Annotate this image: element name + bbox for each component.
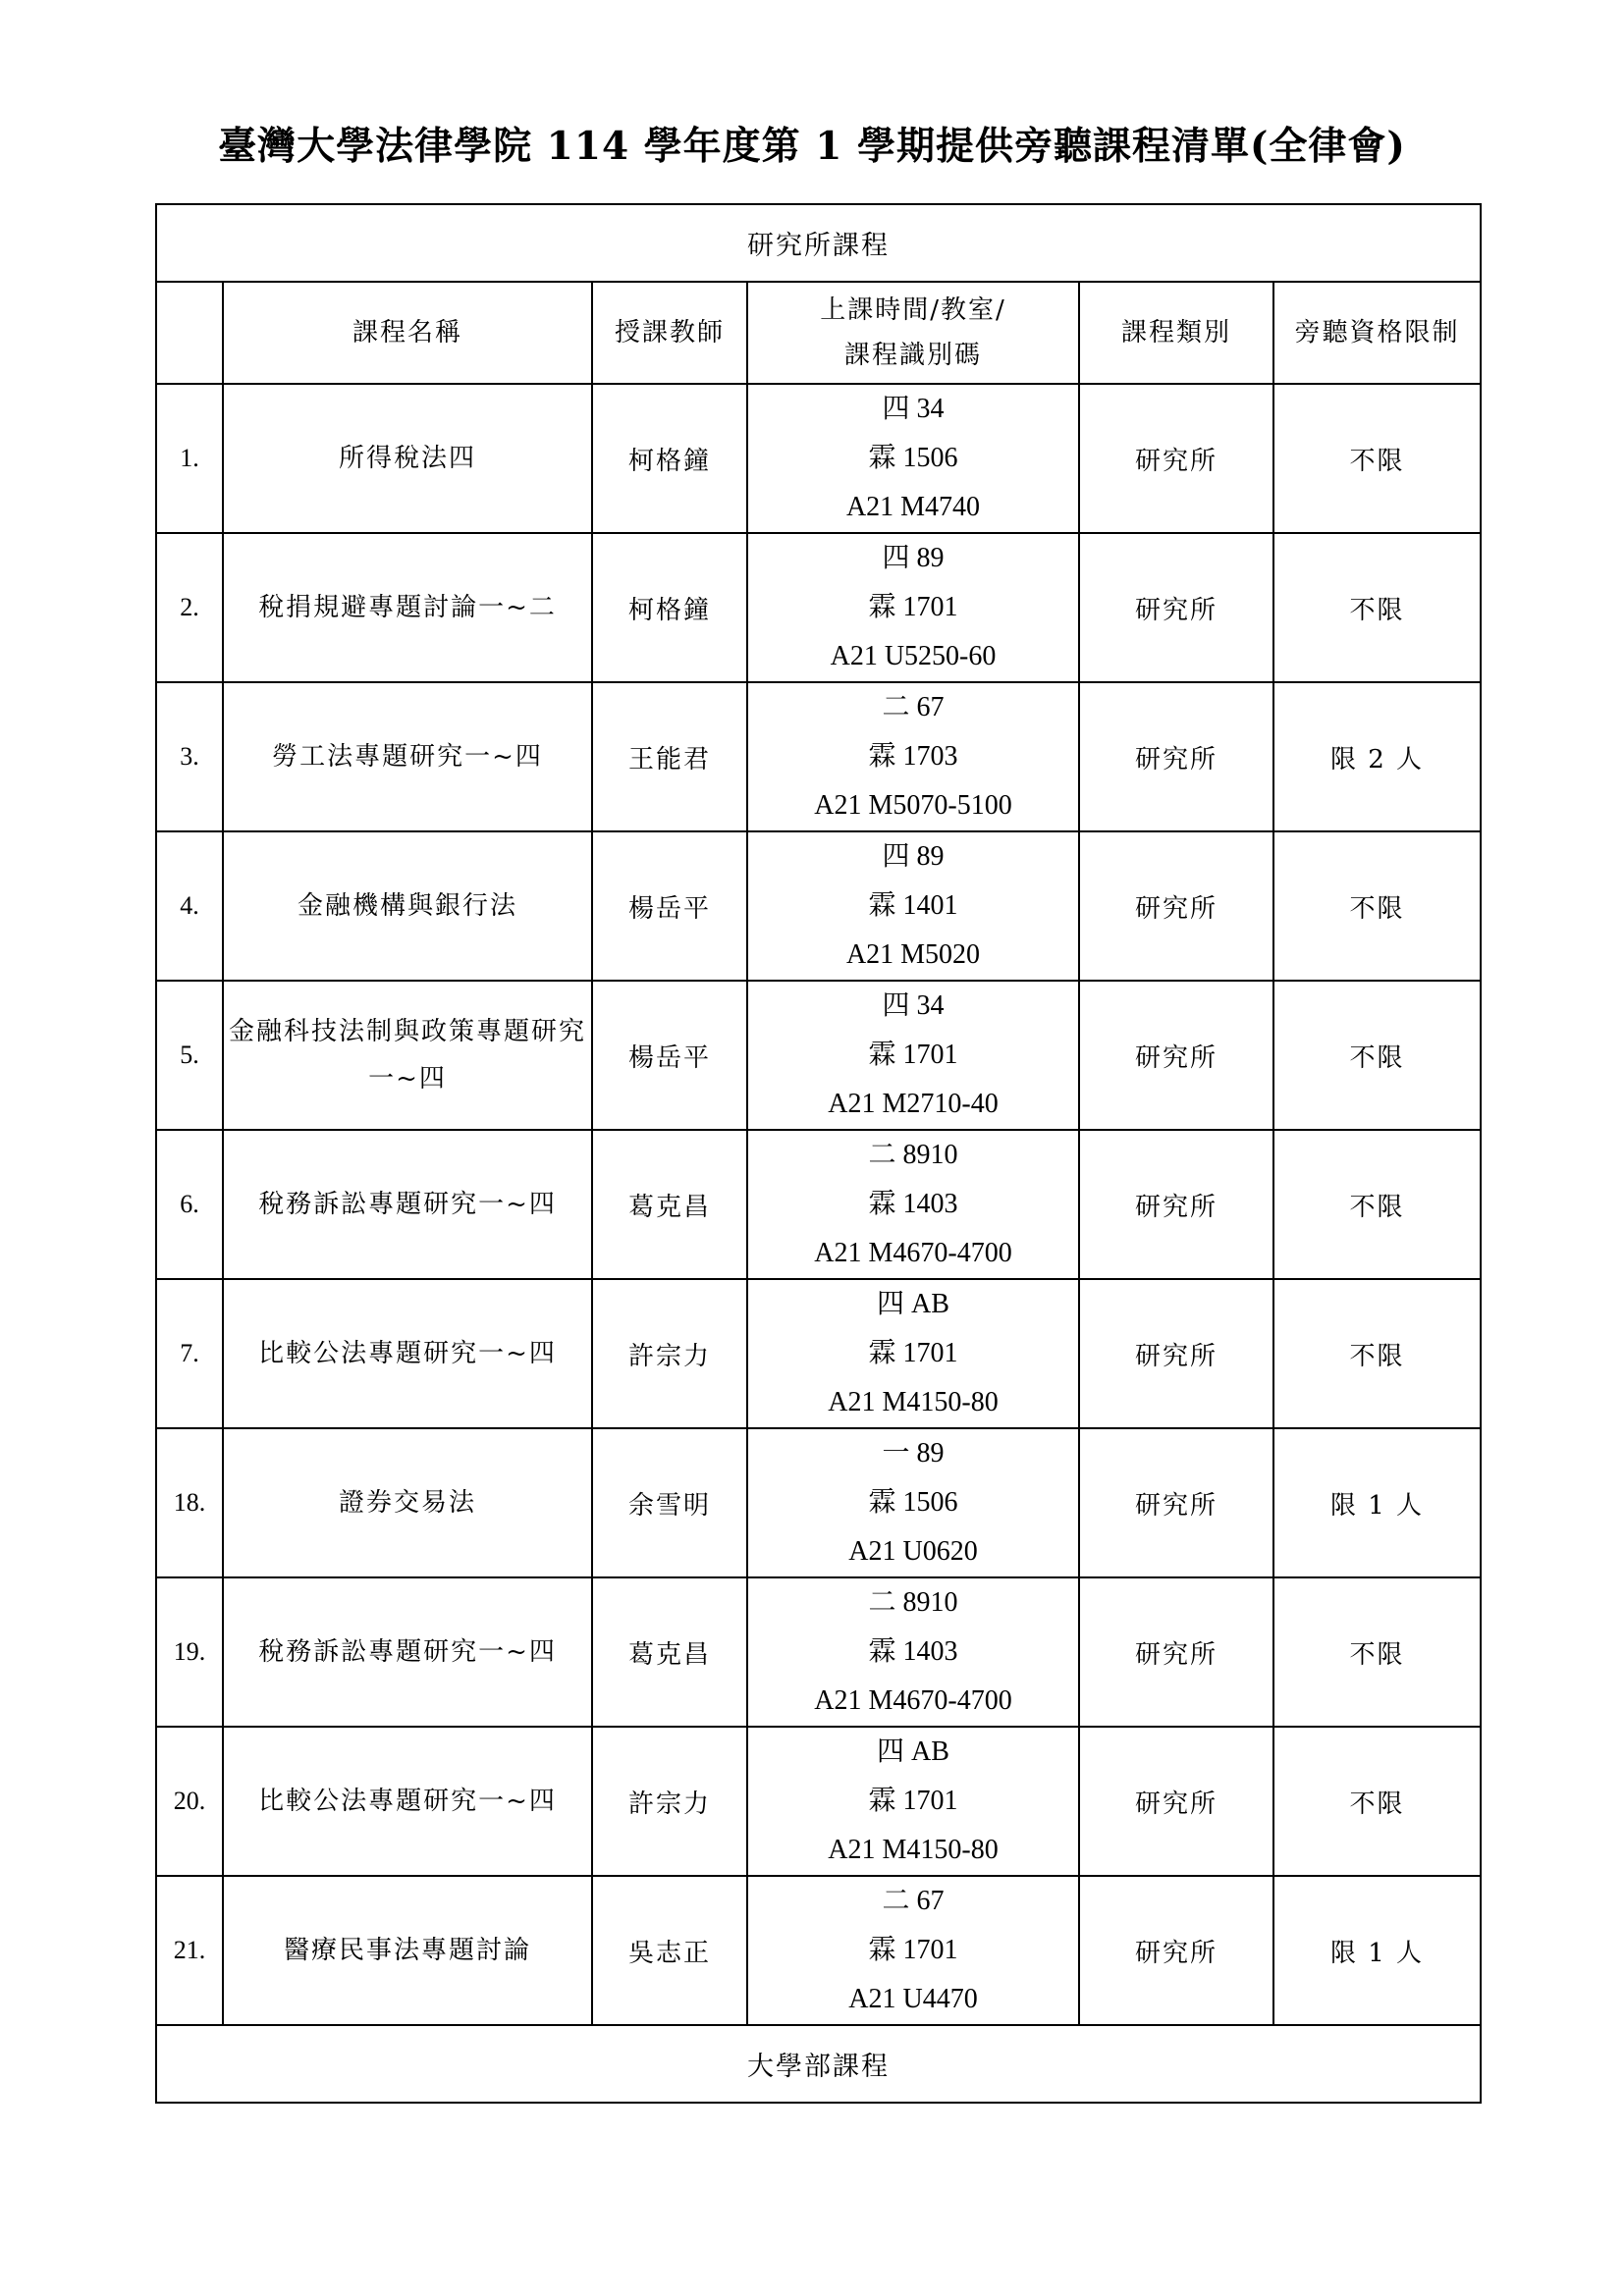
time-room-code <box>747 1130 1079 1279</box>
row-number: 3. <box>156 682 223 831</box>
course-category: 研究所 <box>1079 1428 1273 1577</box>
audit-limit: 限 1 人 <box>1273 1428 1481 1577</box>
course-category: 研究所 <box>1079 1876 1273 2025</box>
instructor-name: 吳志正 <box>592 1876 747 2025</box>
time-room-code <box>747 682 1079 831</box>
row-number: 4. <box>156 831 223 981</box>
document-title: 臺灣大學法律學院 114 學年度第 1 學期提供旁聽課程清單(全律會) <box>218 124 1406 169</box>
classroom: 霖 1701 <box>868 1040 958 1070</box>
classroom: 霖 1403 <box>868 1636 958 1667</box>
audit-limit: 不限 <box>1273 1279 1481 1428</box>
course-name: 勞工法專題研究一~四 <box>223 682 592 831</box>
instructor-name: 余雪明 <box>592 1428 747 1577</box>
section-title: 大學部課程 <box>156 2025 1481 2103</box>
class-time: 四 AB <box>877 1736 949 1767</box>
course-name: 醫療民事法專題討論 <box>223 1876 592 2025</box>
classroom: 霖 1701 <box>868 1338 958 1368</box>
course-code: A21 M5070-5100 <box>814 790 1012 821</box>
audit-limit: 限 2 人 <box>1273 682 1481 831</box>
column-header-time-room-line1: 上課時間/教室/ <box>820 295 1006 325</box>
course-name: 所得稅法四 <box>223 384 592 533</box>
class-time: 四 34 <box>882 394 945 424</box>
course-category: 研究所 <box>1079 533 1273 682</box>
audit-limit: 不限 <box>1273 533 1481 682</box>
class-time: 四 34 <box>882 990 945 1021</box>
classroom: 霖 1506 <box>868 443 958 473</box>
time-room-code <box>747 1577 1079 1727</box>
audit-limit: 不限 <box>1273 1727 1481 1876</box>
row-number: 5. <box>156 981 223 1130</box>
classroom: 霖 1401 <box>868 890 958 921</box>
course-code: A21 M2710-40 <box>828 1089 999 1119</box>
audit-limit: 不限 <box>1273 831 1481 981</box>
instructor-name: 王能君 <box>592 682 747 831</box>
column-header-time-room-line2: 課程識別碼 <box>843 341 982 370</box>
table-row <box>156 1130 1481 1279</box>
audit-limit: 不限 <box>1273 384 1481 533</box>
classroom: 霖 1703 <box>868 741 958 772</box>
table-row <box>156 1428 1481 1577</box>
audit-course-table <box>155 203 1482 2104</box>
time-room-code <box>747 1279 1079 1428</box>
time-room-code <box>747 831 1079 981</box>
course-category: 研究所 <box>1079 1279 1273 1428</box>
table-row <box>156 1279 1481 1428</box>
table-row <box>156 1577 1481 1727</box>
class-time: 一 89 <box>882 1438 945 1468</box>
time-room-code <box>747 1727 1079 1876</box>
class-time: 二 67 <box>882 692 945 722</box>
course-code: A21 M4670-4700 <box>814 1238 1012 1268</box>
course-name: 證券交易法 <box>223 1428 592 1577</box>
course-name: 金融科技法制與政策專題研究一~四 <box>223 981 592 1130</box>
classroom: 霖 1701 <box>868 1935 958 1965</box>
row-number: 19. <box>156 1577 223 1727</box>
class-time: 四 89 <box>882 841 945 872</box>
section-header-undergraduate <box>156 2025 1481 2103</box>
instructor-name: 楊岳平 <box>592 831 747 981</box>
course-code: A21 M4150-80 <box>828 1835 999 1865</box>
row-number: 2. <box>156 533 223 682</box>
instructor-name: 許宗力 <box>592 1727 747 1876</box>
class-time: 二 8910 <box>868 1140 958 1170</box>
course-category: 研究所 <box>1079 831 1273 981</box>
table-row <box>156 384 1481 533</box>
column-header-category: 課程類別 <box>1079 282 1273 384</box>
course-code: A21 U5250-60 <box>830 641 997 671</box>
instructor-name: 葛克昌 <box>592 1130 747 1279</box>
audit-limit: 不限 <box>1273 981 1481 1130</box>
audit-limit: 不限 <box>1273 1130 1481 1279</box>
classroom: 霖 1701 <box>868 1786 958 1816</box>
instructor-name: 柯格鐘 <box>592 384 747 533</box>
row-number: 18. <box>156 1428 223 1577</box>
column-header-row <box>156 282 1481 384</box>
column-header-course-name: 課程名稱 <box>223 282 592 384</box>
instructor-name: 楊岳平 <box>592 981 747 1130</box>
table-row <box>156 831 1481 981</box>
course-code: A21 U0620 <box>848 1536 978 1567</box>
course-name: 金融機構與銀行法 <box>223 831 592 981</box>
time-room-code <box>747 533 1079 682</box>
course-name: 比較公法專題研究一~四 <box>223 1279 592 1428</box>
classroom: 霖 1701 <box>868 592 958 622</box>
table-row <box>156 1727 1481 1876</box>
row-number: 1. <box>156 384 223 533</box>
class-time: 四 AB <box>877 1289 949 1319</box>
time-room-code <box>747 981 1079 1130</box>
course-name: 稅務訴訟專題研究一~四 <box>223 1130 592 1279</box>
instructor-name: 葛克昌 <box>592 1577 747 1727</box>
class-time: 二 8910 <box>868 1587 958 1618</box>
column-header-number <box>156 282 223 384</box>
table-row <box>156 682 1481 831</box>
table-row <box>156 1876 1481 2025</box>
course-category: 研究所 <box>1079 1727 1273 1876</box>
row-number: 21. <box>156 1876 223 2025</box>
course-name: 稅捐規避專題討論一~二 <box>223 533 592 682</box>
column-header-time-room <box>747 282 1079 384</box>
class-time: 四 89 <box>882 543 945 573</box>
course-category: 研究所 <box>1079 682 1273 831</box>
row-number: 20. <box>156 1727 223 1876</box>
column-header-instructor: 授課教師 <box>592 282 747 384</box>
course-name: 比較公法專題研究一~四 <box>223 1727 592 1876</box>
row-number: 6. <box>156 1130 223 1279</box>
course-code: A21 U4470 <box>848 1984 978 2014</box>
section-header-graduate <box>156 204 1481 282</box>
course-code: A21 M5020 <box>845 939 981 970</box>
audit-limit: 限 1 人 <box>1273 1876 1481 2025</box>
instructor-name: 許宗力 <box>592 1279 747 1428</box>
time-room-code <box>747 1876 1079 2025</box>
course-code: A21 M4150-80 <box>828 1387 999 1417</box>
table-row <box>156 981 1481 1130</box>
course-category: 研究所 <box>1079 384 1273 533</box>
course-code: A21 M4670-4700 <box>814 1685 1012 1716</box>
course-category: 研究所 <box>1079 1130 1273 1279</box>
column-header-audit-limit: 旁聽資格限制 <box>1273 282 1481 384</box>
table-row <box>156 533 1481 682</box>
course-category: 研究所 <box>1079 1577 1273 1727</box>
audit-limit: 不限 <box>1273 1577 1481 1727</box>
classroom: 霖 1506 <box>868 1487 958 1518</box>
section-title: 研究所課程 <box>156 204 1481 282</box>
class-time: 二 67 <box>882 1886 945 1916</box>
course-name: 稅務訴訟專題研究一~四 <box>223 1577 592 1727</box>
row-number: 7. <box>156 1279 223 1428</box>
classroom: 霖 1403 <box>868 1189 958 1219</box>
time-room-code <box>747 384 1079 533</box>
time-room-code <box>747 1428 1079 1577</box>
instructor-name: 柯格鐘 <box>592 533 747 682</box>
course-category: 研究所 <box>1079 981 1273 1130</box>
course-code: A21 M4740 <box>845 492 981 522</box>
